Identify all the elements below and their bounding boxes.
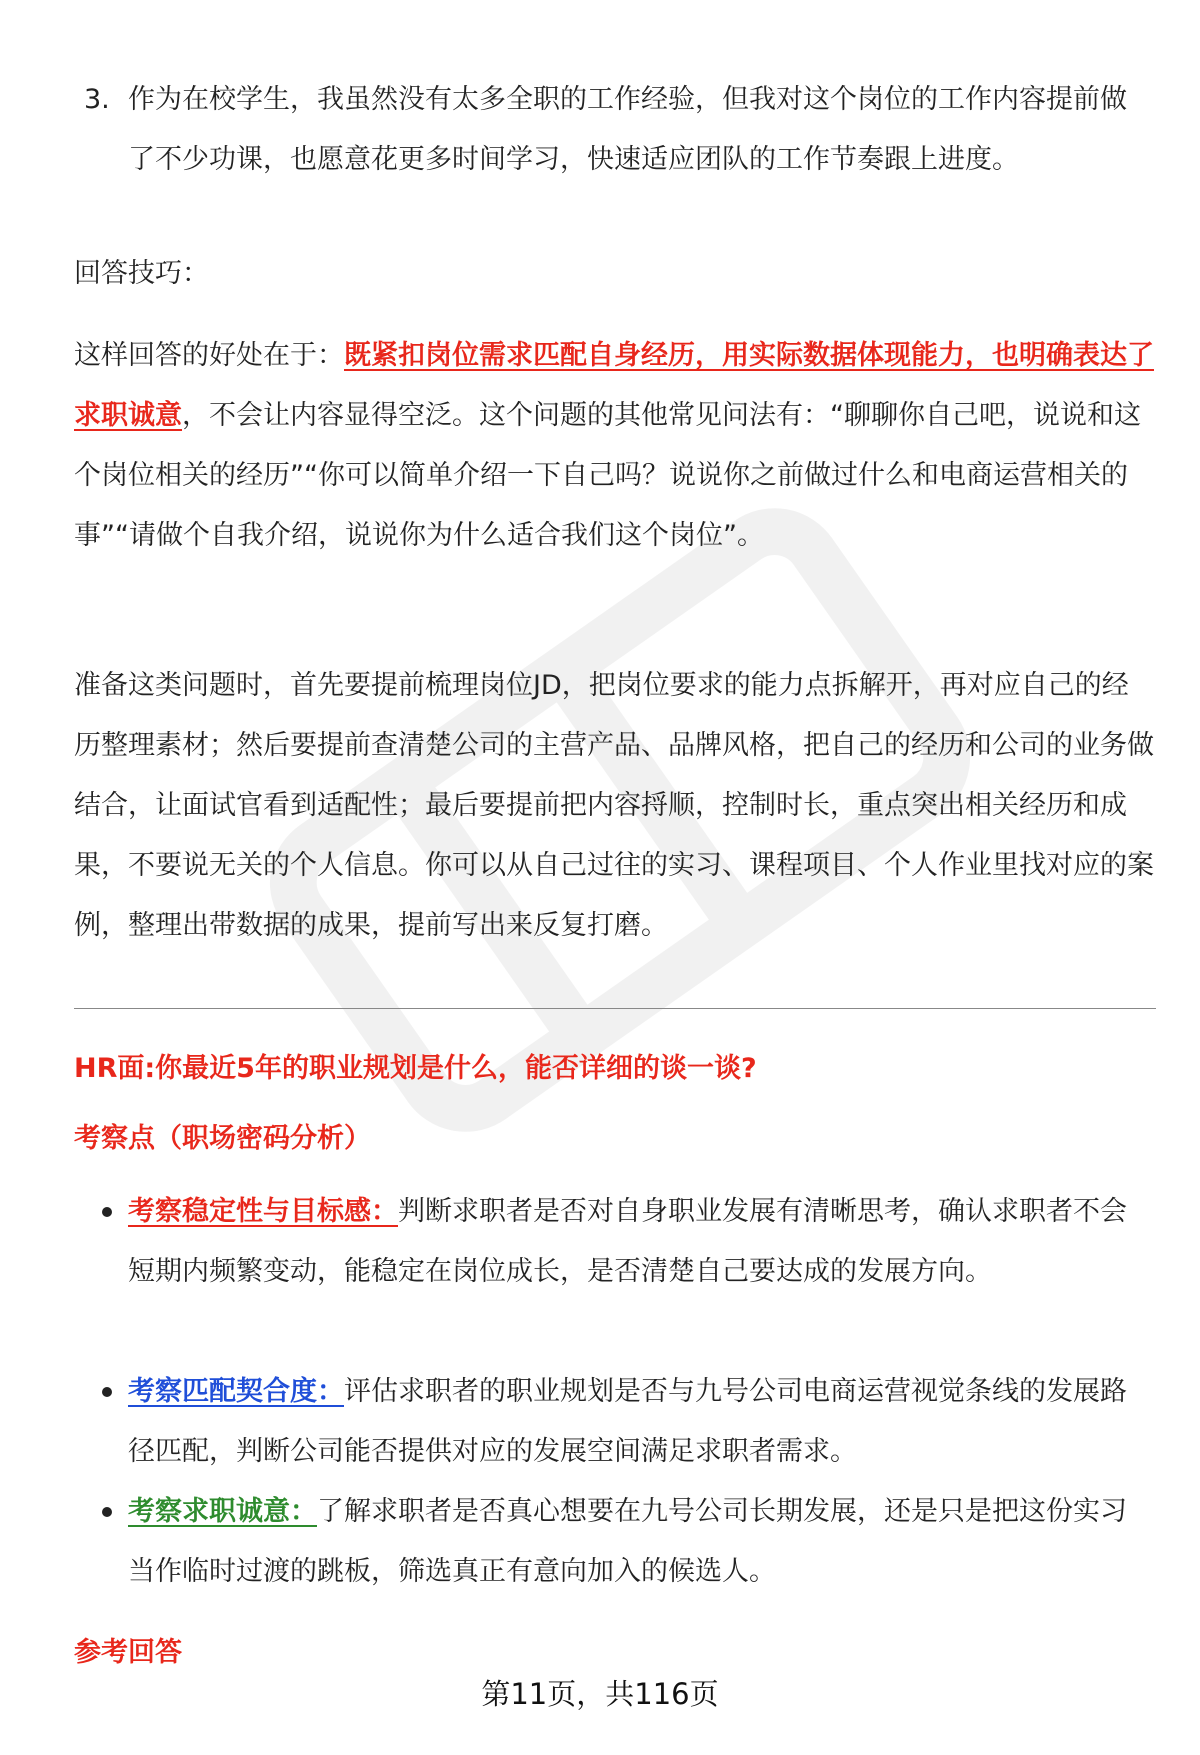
bullet-label: 考察匹配契合度： xyxy=(128,1376,344,1407)
tips-rest: ，不会让内容显得空泛。这个问题的其他常见问法有：“聊聊你自己吧，说说和这个岗位相关的经历”“你可以简单介绍一下自己吗？说说你之前做过什么和电商运营相关的事”“请做个自我介绍，说说你为什么适合我们这个岗位”。 xyxy=(74,400,1141,551)
bullet-text: 评估求职者的职业规划是否与九号公司电商运营视觉条线的发展路径匹配，判断公司能否提供对应的发展空间满足求职者需求。 xyxy=(128,1376,1127,1467)
list-number: 3. xyxy=(84,84,110,115)
bullet-label: 考察求职诚意： xyxy=(128,1496,317,1527)
tips-highlight: 既紧扣岗位需求匹配自身经历，用实际数据体现能力，也明确表达了求职诚意 xyxy=(74,340,1154,431)
divider xyxy=(74,1008,1156,1009)
list-item xyxy=(84,70,1148,190)
bullet-icon xyxy=(102,1207,112,1217)
bullet-text: 了解求职者是否真心想要在九号公司长期发展，还是只是把这份实习当作临时过渡的跳板，筛选真正有意向加入的候选人。 xyxy=(128,1496,1127,1587)
list-item xyxy=(128,1362,1150,1482)
bullet-text: 判断求职者是否对自身职业发展有清晰思考，确认求职者不会短期内频繁变动，能稳定在岗位成长，是否清楚自己要达成的发展方向。 xyxy=(128,1196,1127,1287)
list-item xyxy=(128,1182,1150,1302)
bullet-icon xyxy=(102,1387,112,1397)
tips-heading: 回答技巧： xyxy=(74,258,209,289)
page-number: 第11页，共116页 xyxy=(481,1677,719,1711)
tips-paragraph-1 xyxy=(74,326,1154,566)
reference-heading: 参考回答 xyxy=(74,1637,182,1668)
tips-paragraph-2: 准备这类问题时，首先要提前梳理岗位JD，把岗位要求的能力点拆解开，再对应自己的经历整理素材；然后要提前查清楚公司的主营产品、品牌风格，把自己的经历和公司的业务做结合，让面试官看到适配性；最后要提前把内容捋顺，控制时长，重点突出相关经历和成果，不要说无关的个人信息。你可以从自己过往的实习、课程项目、个人作业里找对应的案例，整理出带数据的成果，提前写出来反复打磨。 xyxy=(74,670,1154,941)
bullet-icon xyxy=(102,1507,112,1517)
list-item xyxy=(128,1482,1150,1602)
section-heading: 考察点（职场密码分析） xyxy=(74,1123,371,1154)
list-item-text: 作为在校学生，我虽然没有太多全职的工作经验，但我对这个岗位的工作内容提前做了不少功课，也愿意花更多时间学习，快速适应团队的工作节奏跟上进度。 xyxy=(128,84,1127,175)
question-title: HR面:你最近5年的职业规划是什么，能否详细的谈一谈? xyxy=(74,1053,757,1084)
tips-lead: 这样回答的好处在于： xyxy=(74,340,344,371)
bullet-label: 考察稳定性与目标感： xyxy=(128,1196,398,1227)
